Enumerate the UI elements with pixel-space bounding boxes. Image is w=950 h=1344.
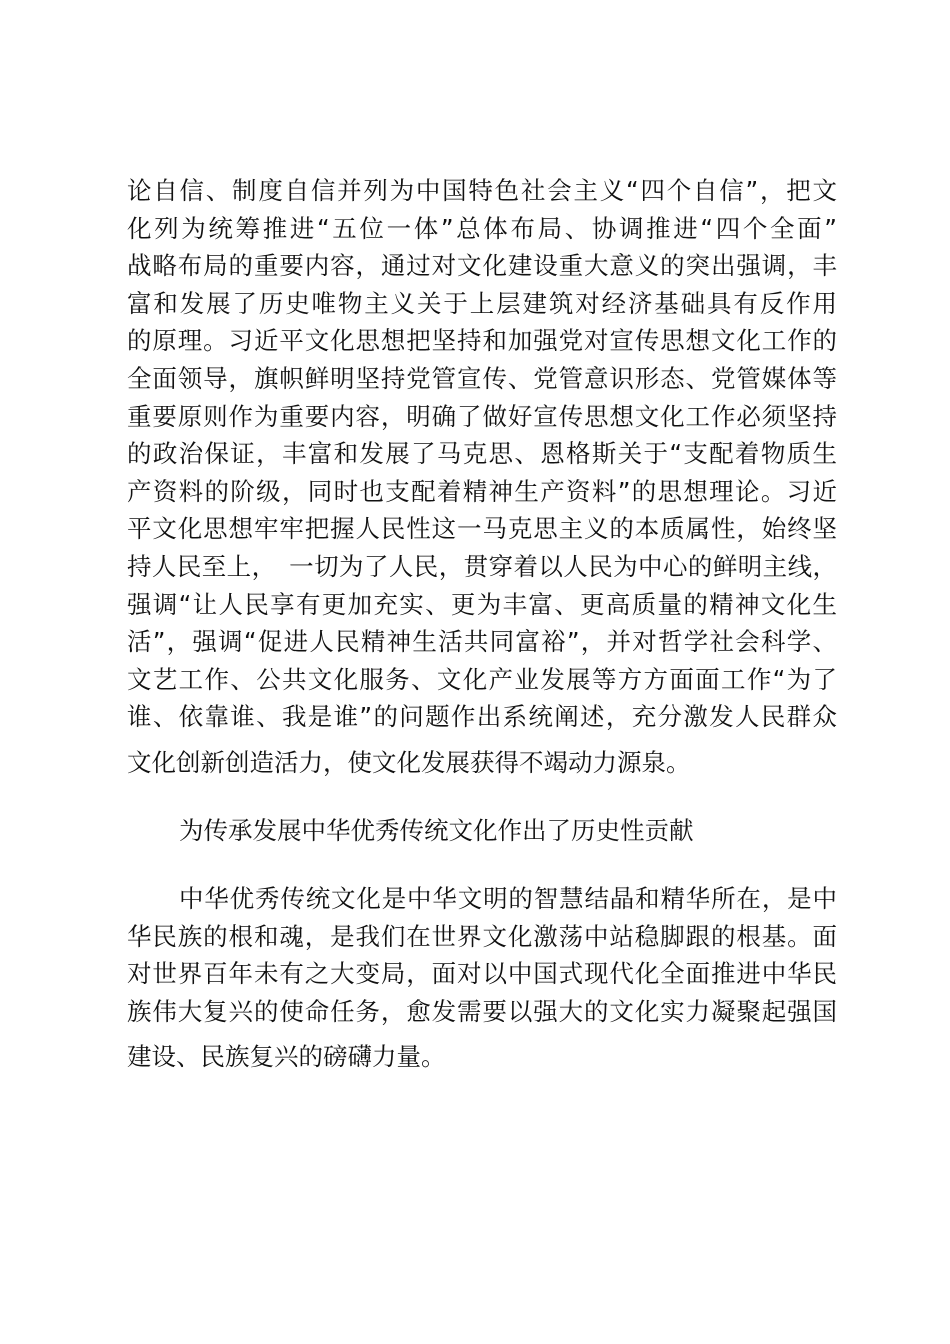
text-line: 产资料的阶级，同时也支配着精神生产资料”的思想理论。习近 [127,476,837,506]
body-paragraph-2 [127,880,837,1076]
text-line: 华民族的根和魂，是我们在世界文化激荡中站稳脚跟的根基。面 [127,921,837,951]
section-heading-block [127,812,837,850]
text-line: 谁、依靠谁、我是谁”的问题作出系统阐述，充分激发人民群众 [127,702,837,732]
text-line: 富和发展了历史唯物主义关于上层建筑对经济基础具有反作用 [127,288,837,318]
text-line: 战略布局的重要内容，通过对文化建设重大意义的突出强调，丰 [127,251,837,281]
text-line: 的原理。习近平文化思想把坚持和加强党对宣传思想文化工作的 [127,326,837,356]
text-line: 全面领导，旗帜鲜明坚持党管宣传、党管意识形态、党管媒体等 [127,363,837,393]
text-line: 平文化思想牢牢把握人民性这一马克思主义的本质属性，始终坚 [127,514,837,544]
text-line: 对世界百年未有之大变局，面对以中国式现代化全面推进中华民 [127,959,837,989]
section-heading: 为传承发展中华优秀传统文化作出了历史性贡献 [179,816,694,845]
text-line: 化列为统筹推进“五位一体”总体布局、协调推进“四个全面” [127,213,837,243]
text-line: 的政治保证，丰富和发展了马克思、恩格斯关于“支配着物质生 [127,439,837,469]
body-paragraph-1 [127,172,837,782]
text-line: 建设、民族复兴的磅礴力量。 [127,1042,446,1072]
text-line: 族伟大复兴的使命任务，愈发需要以强大的文化实力凝聚起强国 [127,996,837,1026]
text-line: 论自信、制度自信并列为中国特色社会主义“四个自信”，把文 [127,176,837,205]
text-line: 活”，强调“促进人民精神生活共同富裕”，并对哲学社会科学、 [127,627,837,657]
text-line: 重要原则作为重要内容，明确了做好宣传思想文化工作必须坚持 [127,401,837,431]
text-line: 中华优秀传统文化是中华文明的智慧结晶和精华所在，是中 [179,884,837,913]
text-line: 持人民至上， 一切为了人民，贯穿着以人民为中心的鲜明主线， [127,551,837,581]
text-line: 强调“让人民享有更加充实、更为丰富、更高质量的精神文化生 [127,589,837,619]
text-line: 文艺工作、公共文化服务、文化产业发展等方方面面工作“为了 [127,664,837,694]
text-line: 文化创新创造活力，使文化发展获得不竭动力源泉。 [127,747,691,777]
